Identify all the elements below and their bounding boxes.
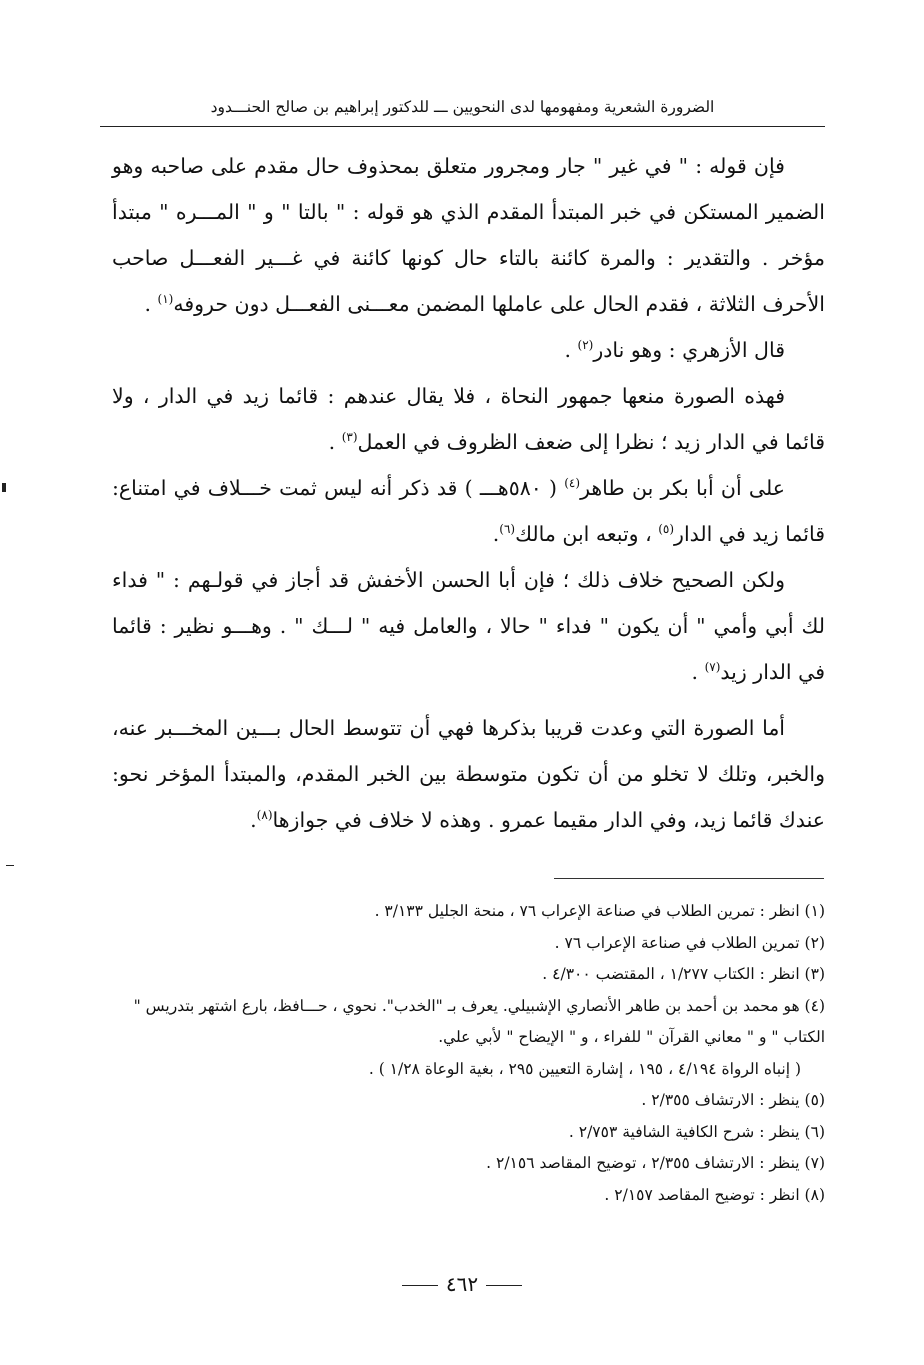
paragraph-4-text-a: على أن أبا بكر بن طاهر (580, 476, 786, 500)
footnote-ref-3: (٣) (341, 430, 358, 445)
paragraph-3 (112, 373, 825, 465)
footnote-1: (١) انظر : تمرين الطلاب في صناعة الإعراب ٧٦ ، منحة الجليل ٣/١٣٣ . (374, 902, 825, 920)
paragraph-6 (112, 705, 825, 843)
paragraph-5 (112, 557, 825, 695)
footnote-5: (٥) ينظر : الارتشاف ٢/٣٥٥ . (641, 1091, 825, 1109)
footnote-ref-8: (٨) (256, 808, 273, 823)
scan-edge-tick (6, 865, 14, 866)
page-number-value: ٤٦٢ (445, 1272, 479, 1296)
paragraph-4-text-c: ، وتبعه ابن مالك (515, 522, 659, 546)
paragraph-4-text-b: ( ٥٨٠هـــ ) قد ذكر أنه ليس ثمت خـــلاف في امتناع: قائما زيد في الدار (112, 476, 825, 546)
footnote-rule (554, 878, 824, 879)
paragraph-4-end: . (492, 522, 500, 546)
paragraph-5-end: . (691, 660, 705, 684)
page-number (0, 1272, 924, 1296)
footnote-ref-1: (١) (157, 292, 174, 307)
paragraph-1 (112, 143, 825, 327)
paragraph-6-end: . (250, 808, 257, 832)
page-number-dash-left (486, 1285, 522, 1286)
footnote-ref-7: (٧) (704, 660, 721, 675)
footnote-3: (٣) انظر : الكتاب ١/٢٧٧ ، المقتضب ٤/٣٠٠ . (542, 965, 825, 983)
footnote-ref-4: (٤) (564, 476, 581, 491)
paragraph-3-text: فهذه الصورة منعها جمهور النحاة ، فلا يقال عندهم : قائما زيد في الدار ، ولا قائما في الدار زيد ؛ نظرا إلى ضعف الظروف في العمل (112, 384, 825, 454)
footnote-4: (٤) هو محمد بن أحمد بن طاهر الأنصاري الإشبيلي. يعرف بـ "الخدب". نحوي ، حـــافظ، بارع اشتهر بتدريس " الكتاب " و " معاني القرآن " للفراء ، و " الإيضاح " لأبي علي. (133, 996, 825, 1046)
footnote-ref-5: (٥) (658, 522, 675, 537)
paragraph-2-end: . (564, 338, 578, 362)
running-head: الضرورة الشعرية ومفهومها لدى النحويين ـــ للدكتور إبراهيم بن صالح الحنـــدود (210, 98, 715, 116)
paragraph-3-end: . (328, 430, 342, 454)
paragraph-5-text: ولكن الصحيح خلاف ذلك ؛ فإن أبا الحسن الأخفش قد أجاز في قولـهم : " فداء لك أبي وأمي " أن يكون " فداء " حالا ، والعامل فيه " لـــك " . وهـــو نظير : قائما في الدار زيد (112, 568, 825, 684)
body-text (112, 143, 825, 843)
paragraph-4 (112, 465, 825, 557)
footnote-7: (٧) ينظر : الارتشاف ٢/٣٥٥ ، توضيح المقاصد ٢/١٥٦ . (486, 1154, 825, 1172)
paragraph-2-text: قال الأزهري : وهو نادر (593, 338, 785, 362)
footnote-4-sources: ( إنباه الرواة ٤/١٩٤ ، ١٩٥ ، إشارة التعيين ٢٩٥ ، بغية الوعاة ١/٢٨ ) . (368, 1059, 801, 1078)
footnote-ref-2: (٢) (577, 338, 594, 353)
footnote-8: (٨) انظر : توضيح المقاصد ٢/١٥٧ . (604, 1185, 825, 1204)
header-rule (100, 126, 825, 127)
paragraph-1-text: فإن قوله : " في غير " جار ومجرور متعلق بمحذوف حال مقدم على صاحبه وهو الضمير المستكن في خبر المبتدأ المقدم الذي هو قوله : " بالتا " و " المـــره " مبتدأ مؤخر . والتقدير : والمرة كائنة بالتاء حال كونها كائنة في غـــير الفعـــل صاحب الأحرف الثلاثة ، فقدم الحال على عاملها المضمن معـــنى الفعـــل دون حروفه (112, 154, 825, 316)
footnote-6: (٦) ينظر : شرح الكافية الشافية ٢/٧٥٣ . (568, 1122, 825, 1141)
footnote-2: (٢) تمرين الطلاب في صناعة الإعراب ٧٦ . (554, 933, 825, 952)
paragraph-2 (112, 327, 825, 373)
footnote-ref-6: (٦) (499, 522, 516, 537)
scan-edge-mark (2, 483, 6, 492)
paragraph-1-end: . (144, 292, 158, 316)
footnotes (110, 896, 825, 1211)
paragraph-6-text: أما الصورة التي وعدت قريبا بذكرها فهي أن تتوسط الحال بـــين المخـــبر عنه، والخبر، وتلك لا تخلو من أن تكون متوسطة بين الخبر المقدم، والمبتدأ المؤخر نحو: عندك قائما زيد، وفي الدار مقيما عمرو . وهذه لا خلاف في جوازها (112, 716, 825, 832)
page-number-dash-right (402, 1285, 438, 1286)
